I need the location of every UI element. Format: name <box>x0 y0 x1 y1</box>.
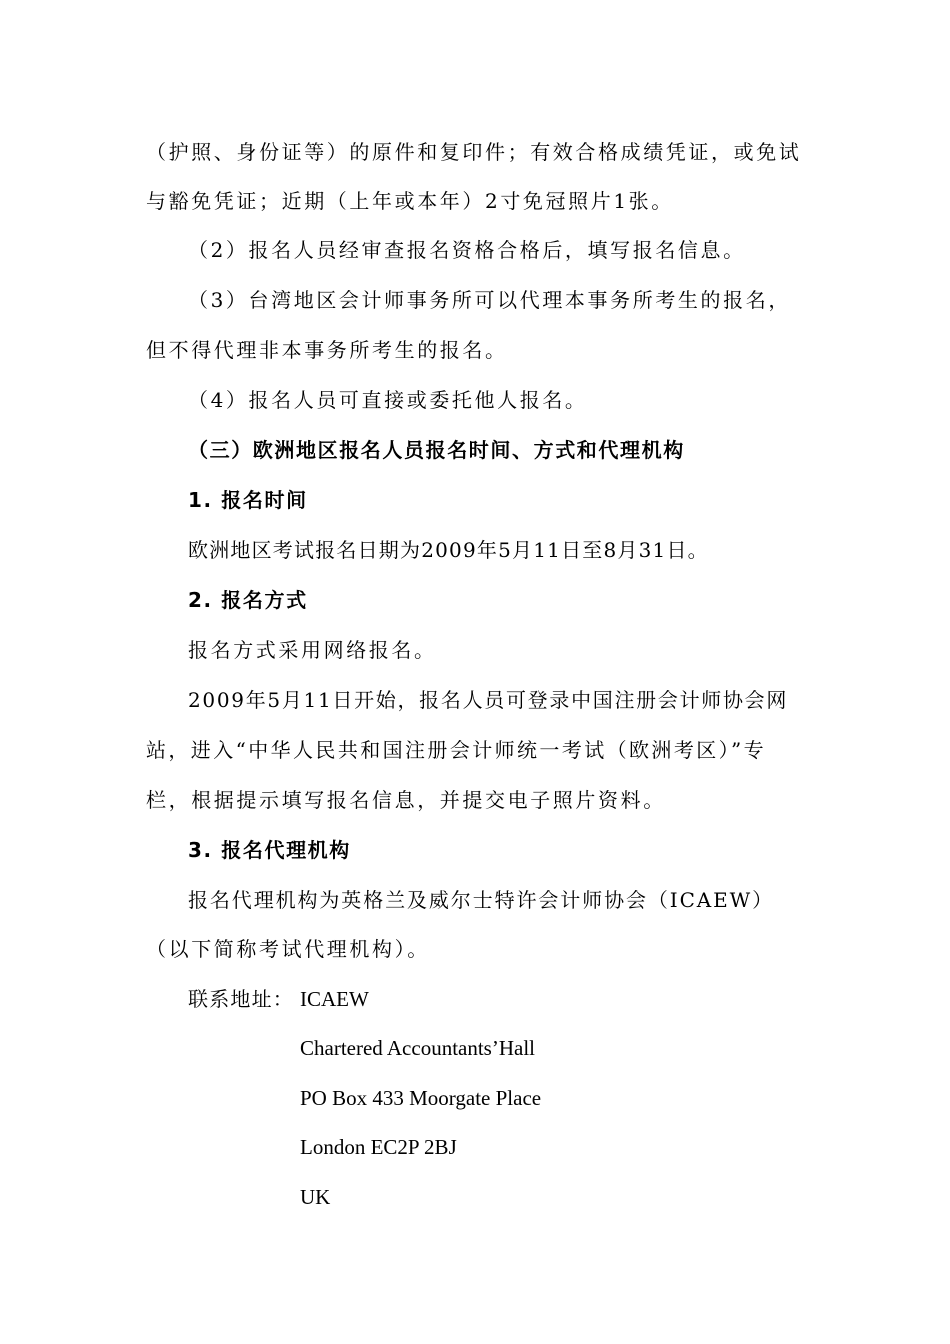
section-heading: （三）欧洲地区报名人员报名时间、方式和代理机构 <box>188 438 685 462</box>
address-line: PO Box 433 Moorgate Place <box>300 1086 542 1110</box>
paragraph-line: （护照、身份证等）的原件和复印件；有效合格成绩凭证，或免试 <box>146 140 802 164</box>
address-label: 联系地址： <box>188 987 294 1011</box>
paragraph-line: 2009年5月11日开始，报名人员可登录中国注册会计师协会网 <box>188 688 789 712</box>
paragraph-line: 报名方式采用网络报名。 <box>188 638 437 662</box>
paragraph-line: （3）台湾地区会计师事务所可以代理本事务所考生的报名， <box>188 288 791 312</box>
subsection-heading: 3. 报名代理机构 <box>188 838 351 862</box>
paragraph-line: （4）报名人员可直接或委托他人报名。 <box>188 388 588 412</box>
paragraph-line: 站，进入“中华人民共和国注册会计师统一考试（欧洲考区）”专 <box>146 738 767 762</box>
paragraph-line: （以下简称考试代理机构）。 <box>146 937 430 961</box>
address-line: ICAEW <box>300 987 369 1011</box>
subsection-heading: 2. 报名方式 <box>188 588 308 612</box>
address-line: London EC2P 2BJ <box>300 1135 457 1159</box>
paragraph-line: （2）报名人员经审查报名资格合格后，填写报名信息。 <box>188 238 746 262</box>
paragraph-line: 欧洲地区考试报名日期为2009年5月11日至8月31日。 <box>188 538 709 562</box>
subsection-heading: 1. 报名时间 <box>188 488 308 512</box>
address-line: UK <box>300 1185 331 1209</box>
paragraph-line: 但不得代理非本事务所考生的报名。 <box>146 338 508 362</box>
address-line: Chartered Accountants’Hall <box>300 1036 535 1060</box>
paragraph-line: 与豁免凭证；近期（上年或本年）2寸免冠照片1张。 <box>146 189 674 213</box>
paragraph-line: 栏，根据提示填写报名信息，并提交电子照片资料。 <box>146 788 666 812</box>
paragraph-line: 报名代理机构为英格兰及威尔士特许会计师协会（ICAEW） <box>188 888 775 912</box>
